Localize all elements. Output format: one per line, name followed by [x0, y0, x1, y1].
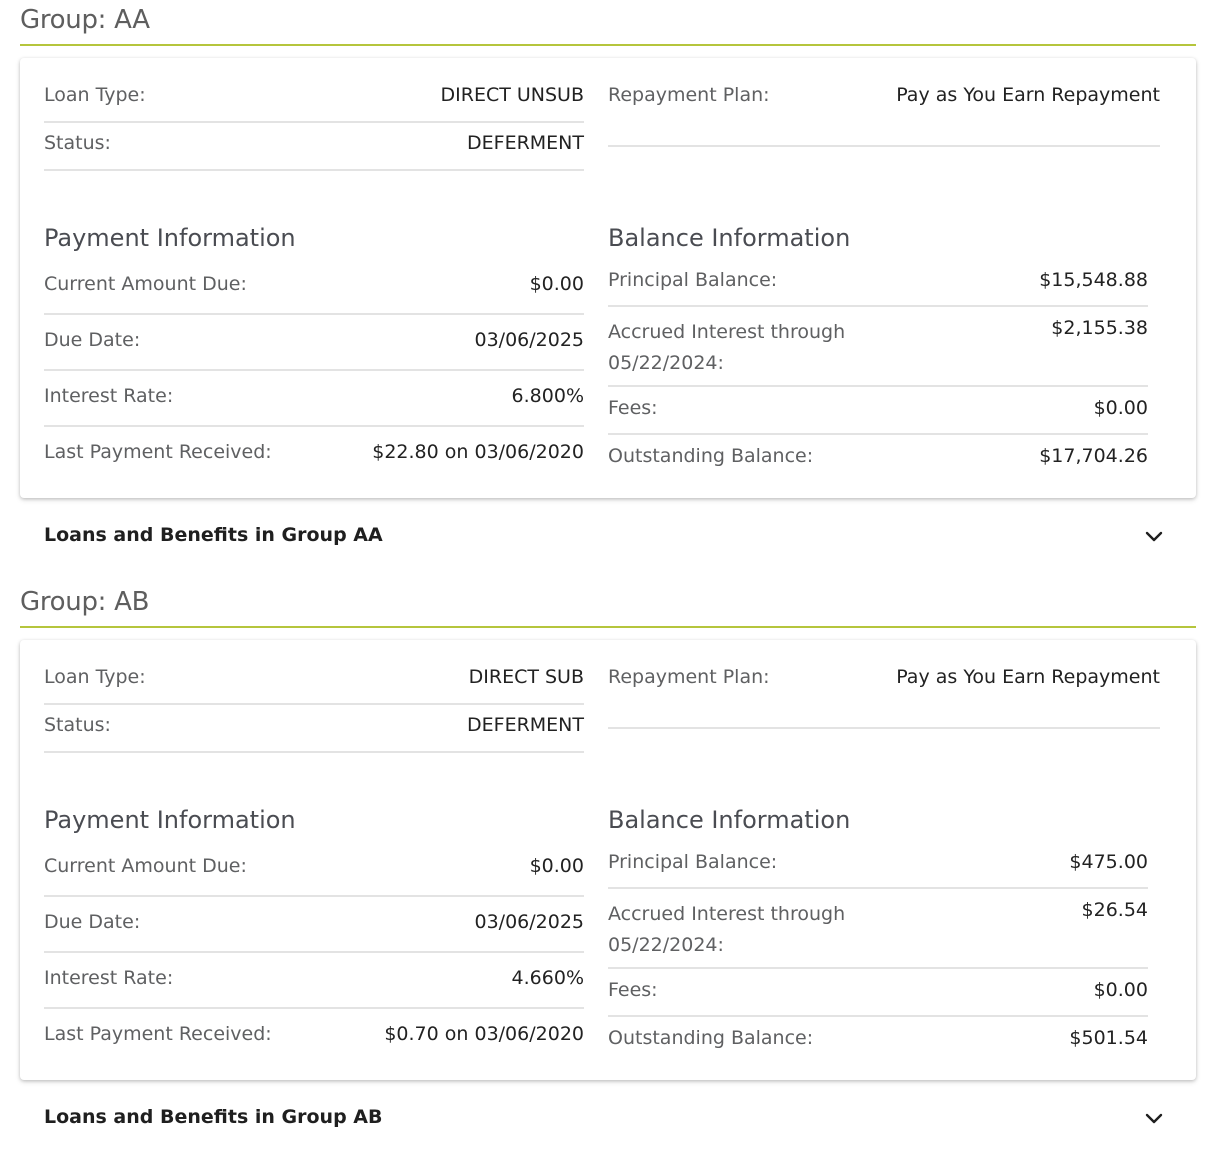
repayment-plan-value: Pay as You Earn Repayment	[896, 666, 1160, 688]
current-due-label: Current Amount Due:	[44, 273, 247, 295]
outstanding-label: Outstanding Balance:	[608, 1027, 814, 1049]
status-value: DEFERMENT	[467, 132, 584, 154]
repayment-plan-value: Pay as You Earn Repayment	[896, 84, 1160, 106]
balance-info-heading: Balance Information	[608, 806, 851, 834]
loan-type-value: DIRECT SUB	[468, 666, 584, 688]
interest-rate-value: 6.800%	[511, 385, 584, 407]
last-payment-value: $0.70 on 03/06/2020	[384, 1023, 584, 1045]
accrued-interest-label-line1: Accrued Interest through	[608, 903, 846, 925]
group-summary-card	[20, 58, 1196, 498]
due-date-label: Due Date:	[44, 911, 141, 933]
repayment-plan-label: Repayment Plan:	[608, 84, 770, 106]
repayment-plan-label: Repayment Plan:	[608, 666, 770, 688]
due-date-value: 03/06/2025	[474, 329, 584, 351]
principal-label: Principal Balance:	[608, 269, 778, 291]
last-payment-label: Last Payment Received:	[44, 441, 272, 463]
accrued-interest-label-line1: Accrued Interest through	[608, 321, 846, 343]
current-due-label: Current Amount Due:	[44, 855, 247, 877]
accrued-interest-row	[608, 317, 1148, 387]
outstanding-row	[608, 445, 1148, 475]
due-date-value: 03/06/2025	[474, 911, 584, 933]
last-payment-row	[44, 1023, 584, 1053]
current-due-value: $0.00	[529, 855, 584, 877]
current-due-value: $0.00	[529, 273, 584, 295]
last-payment-label: Last Payment Received:	[44, 1023, 272, 1045]
accordion-label: Loans and Benefits in Group AB	[44, 1106, 383, 1128]
current-due-row	[44, 273, 584, 315]
group-title: Group: AA	[20, 5, 150, 35]
status-row	[44, 714, 584, 753]
outstanding-value: $17,704.26	[1039, 445, 1148, 467]
status-label: Status:	[44, 132, 111, 154]
accrued-interest-value: $26.54	[1081, 899, 1148, 921]
loan-type-label: Loan Type:	[44, 666, 146, 688]
outstanding-label: Outstanding Balance:	[608, 445, 814, 467]
accrued-interest-label	[608, 317, 845, 385]
group-divider	[20, 44, 1196, 46]
principal-value: $15,548.88	[1039, 269, 1148, 291]
group-title: Group: AB	[20, 587, 150, 617]
balance-info-heading: Balance Information	[608, 224, 851, 252]
interest-rate-label: Interest Rate:	[44, 385, 174, 407]
payment-info-heading: Payment Information	[44, 224, 296, 252]
accrued-interest-value: $2,155.38	[1051, 317, 1148, 339]
status-value: DEFERMENT	[467, 714, 584, 736]
due-date-row	[44, 329, 584, 371]
chevron-down-icon[interactable]	[1144, 1110, 1164, 1126]
accrued-interest-label-line2: 05/22/2024:	[608, 352, 724, 374]
group-divider	[20, 626, 1196, 628]
status-row	[44, 132, 584, 171]
group-summary-card	[20, 640, 1196, 1080]
interest-rate-value: 4.660%	[511, 967, 584, 989]
chevron-down-icon[interactable]	[1144, 528, 1164, 544]
payment-info-heading: Payment Information	[44, 806, 296, 834]
interest-rate-row	[44, 385, 584, 427]
last-payment-value: $22.80 on 03/06/2020	[372, 441, 584, 463]
status-label: Status:	[44, 714, 111, 736]
loan-type-value: DIRECT UNSUB	[440, 84, 584, 106]
fees-value: $0.00	[1093, 979, 1148, 1001]
loan-type-label: Loan Type:	[44, 84, 146, 106]
fees-label: Fees:	[608, 397, 658, 419]
due-date-label: Due Date:	[44, 329, 141, 351]
accrued-interest-label	[608, 899, 845, 967]
accordion-label: Loans and Benefits in Group AA	[44, 524, 383, 546]
repayment-plan-row	[608, 666, 1160, 729]
outstanding-row	[608, 1027, 1148, 1057]
principal-value: $475.00	[1069, 851, 1148, 873]
fees-value: $0.00	[1093, 397, 1148, 419]
loan-type-row	[44, 666, 584, 705]
principal-label: Principal Balance:	[608, 851, 778, 873]
repayment-plan-row	[608, 84, 1160, 147]
principal-row	[608, 851, 1148, 889]
interest-rate-row	[44, 967, 584, 1009]
interest-rate-label: Interest Rate:	[44, 967, 174, 989]
last-payment-row	[44, 441, 584, 471]
fees-row	[608, 979, 1148, 1017]
accrued-interest-label-line2: 05/22/2024:	[608, 934, 724, 956]
loans-benefits-accordion[interactable]	[20, 1090, 1196, 1146]
outstanding-value: $501.54	[1069, 1027, 1148, 1049]
loans-benefits-accordion[interactable]	[20, 508, 1196, 564]
fees-row	[608, 397, 1148, 435]
due-date-row	[44, 911, 584, 953]
fees-label: Fees:	[608, 979, 658, 1001]
principal-row	[608, 269, 1148, 307]
loan-type-row	[44, 84, 584, 123]
accrued-interest-row	[608, 899, 1148, 969]
current-due-row	[44, 855, 584, 897]
